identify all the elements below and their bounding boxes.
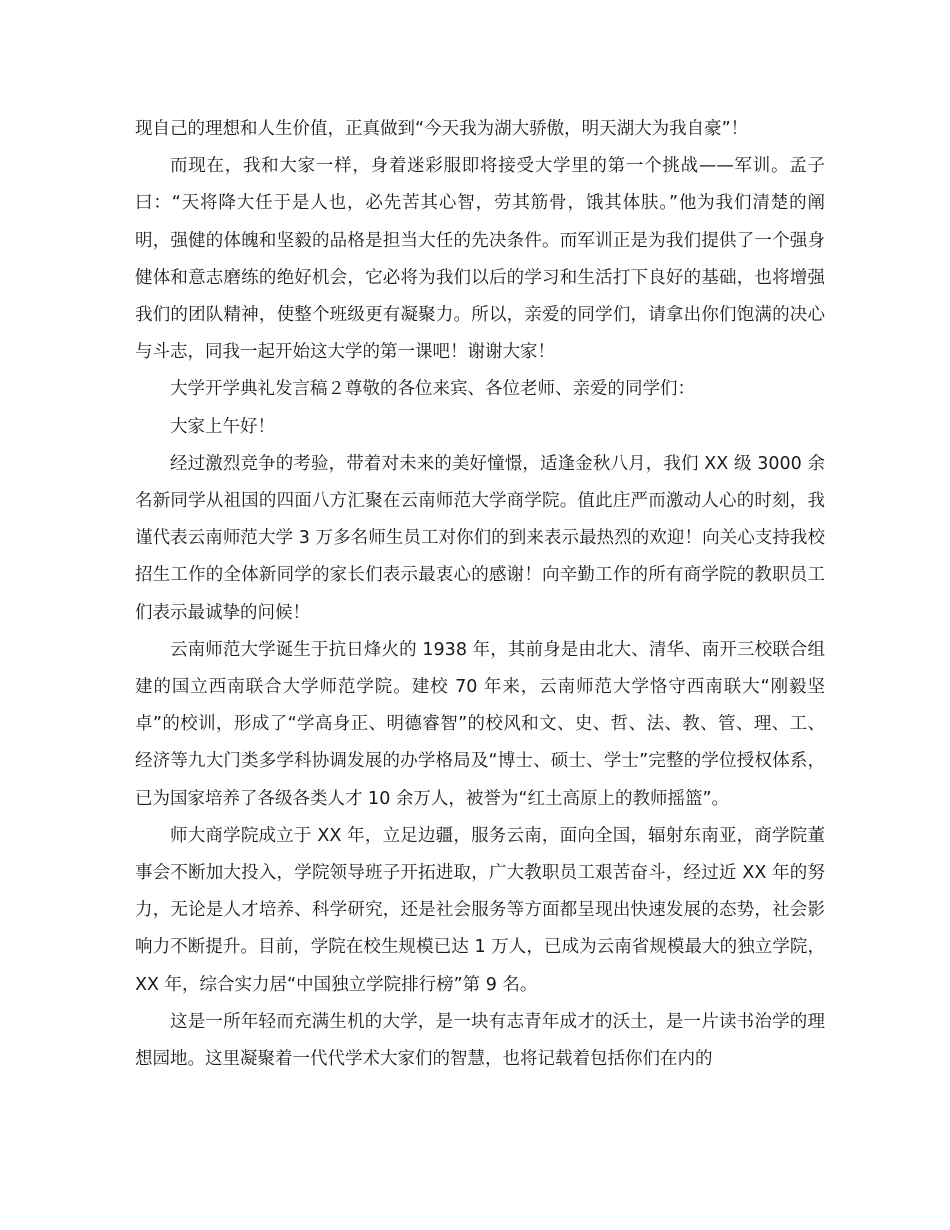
paragraph-4: 大家上午好！: [170, 416, 275, 437]
paragraph-6: 云南师范大学诞生于抗日烽火的 1938 年，其前身是由北大、清华、南开三校联合组建的国立西南联合大学师范学院。建校 70 年来，云南师范大学恪守西南联大“刚毅坚卓”的校训，形成了“学高身正、明德睿智”的校风和文、史、哲、法、教、管、理、工、经济等九大门类多学科协调发展的办学格局及“博士、硕士、学士”完整的学位授权体系，已为国家培养了各级各类人才 10 余万人，被誉为“红土高原上的教师摇篮”。: [135, 639, 825, 809]
paragraph-8: 这是一所年轻而充满生机的大学，是一块有志青年成才的沃土，是一片读书治学的理想园地。这里凝聚着一代代学术大家们的智慧，也将记载着包括你们在内的: [135, 1011, 825, 1070]
document-body: [135, 111, 825, 1078]
paragraph-5: 经过激烈竞争的考验，带着对未来的美好憧憬，适逢金秋八月，我们 XX 级 3000 余名新同学从祖国的四面八方汇聚在云南师范大学商学院。值此庄严而激动人心的时刻，我谨代表云南师范大学 3 万多名师生员工对你们的到来表示最热烈的欢迎！向关心支持我校招生工作的全体新同学的家长们表示最衷心的感谢！向辛勤工作的所有商学院的教职员工们表示最诚挚的问候！: [135, 453, 825, 623]
paragraph-3: 大学开学典礼发言稿２尊敬的各位来宾、各位老师、亲爱的同学们：: [170, 379, 695, 400]
paragraph-1: 现自己的理想和人生价值，正真做到“今天我为湖大骄傲，明天湖大为我自豪”！: [135, 119, 749, 139]
paragraph-7: 师大商学院成立于 XX 年，立足边疆，服务云南，面向全国，辐射东南亚，商学院董事会不断加大投入，学院领导班子开拓进取，广大教职员工艰苦奋斗，经过近 XX 年的努力，无论是人才培养、科学研究，还是社会服务等方面都呈现出快速发展的态势，社会影响力不断提升。目前，学院在校生规模已达 1 万人，已成为云南省规模最大的独立学院，XX 年，综合实力居“中国独立学院排行榜”第 9 名。: [135, 825, 825, 995]
paragraph-2: 而现在，我和大家一样，身着迷彩服即将接受大学里的第一个挑战——军训。孟子曰：“天将降大任于是人也，必先苦其心智，劳其筋骨，饿其体肤。”他为我们清楚的阐明，强健的体魄和坚毅的品格是担当大任的先决条件。而军训正是为我们提供了一个强身健体和意志磨练的绝好机会，它必将为我们以后的学习和生活打下良好的基础，也将增强我们的团队精神，使整个班级更有凝聚力。所以，亲爱的同学们，请拿出你们饱满的决心与斗志，同我一起开始这大学的第一课吧！谢谢大家！: [135, 156, 825, 363]
